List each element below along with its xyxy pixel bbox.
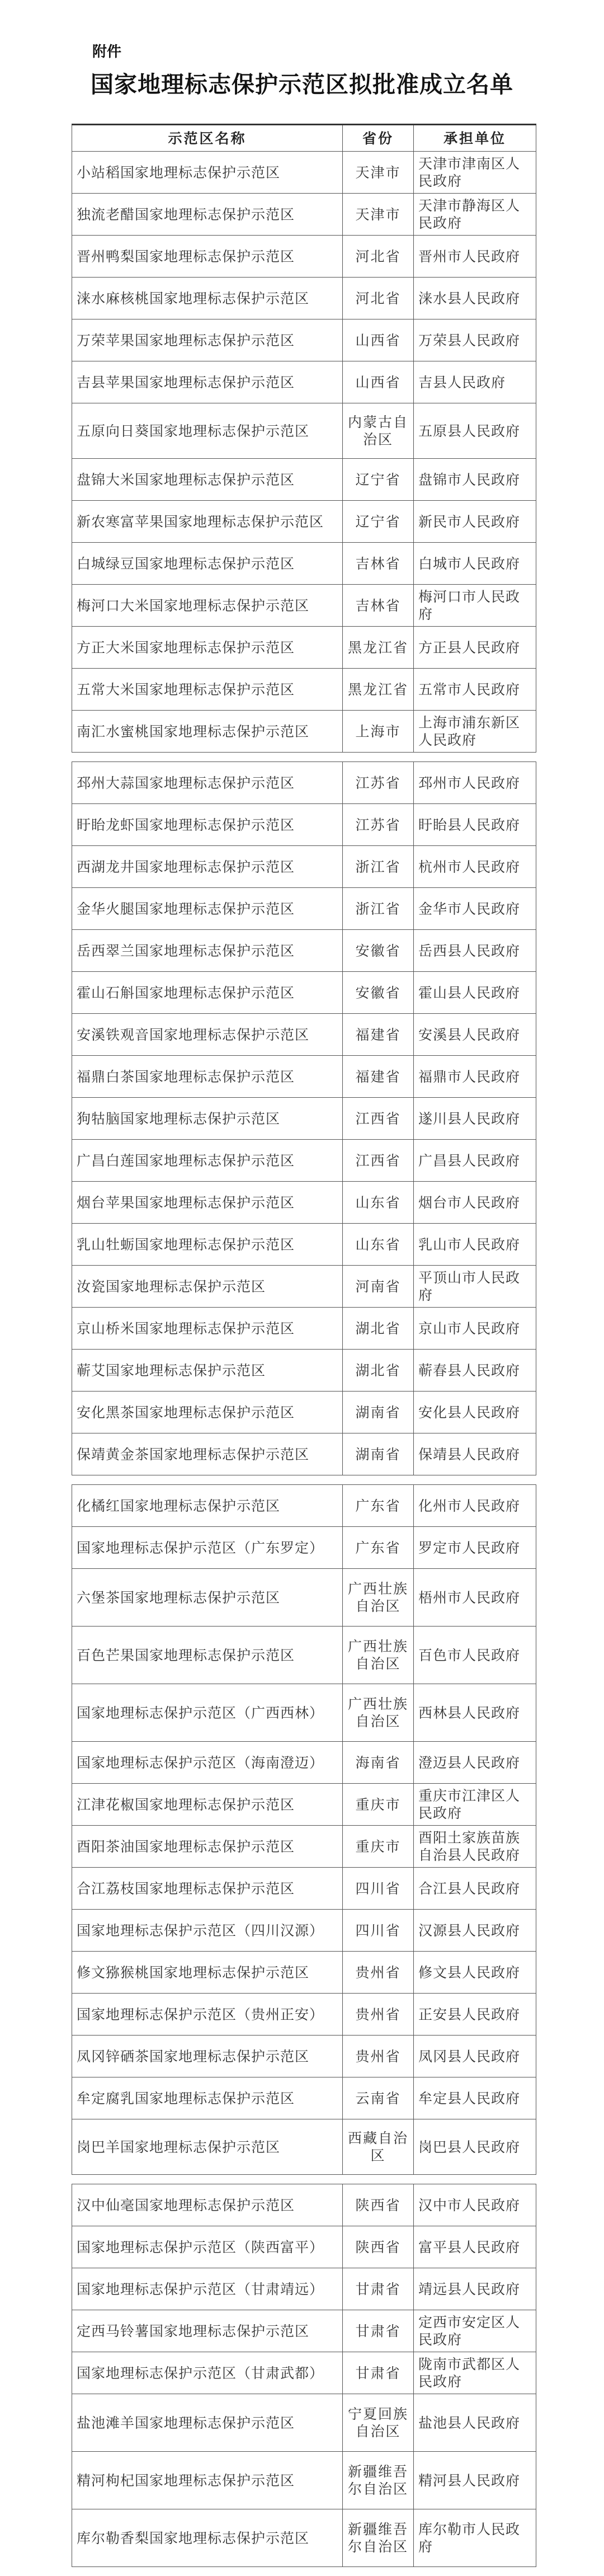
table-row — [72, 930, 536, 972]
table-row — [72, 669, 536, 711]
responsible-unit-cell: 京山市人民政府 — [414, 1308, 536, 1350]
responsible-unit-cell: 方正县人民政府 — [414, 627, 536, 669]
zone-name-cell: 梅河口大米国家地理标志保护示范区 — [72, 585, 343, 627]
table-row — [72, 1684, 536, 1742]
responsible-unit-cell: 白城市人民政府 — [414, 543, 536, 585]
responsible-unit-cell: 乳山市人民政府 — [414, 1224, 536, 1266]
responsible-unit-cell: 晋州市人民政府 — [414, 236, 536, 278]
province-cell: 江西省 — [343, 1098, 414, 1140]
responsible-unit-cell: 天津市津南区人民政府 — [414, 152, 536, 194]
zone-name-cell: 福鼎白茶国家地理标志保护示范区 — [72, 1056, 343, 1098]
province-cell: 重庆市 — [343, 1784, 414, 1826]
zone-name-cell: 新农寒富苹果国家地理标志保护示范区 — [72, 501, 343, 543]
zone-name-cell: 盐池滩羊国家地理标志保护示范区 — [72, 2394, 343, 2452]
responsible-unit-cell: 金华市人民政府 — [414, 888, 536, 930]
table-row — [72, 501, 536, 543]
zone-name-cell: 金华火腿国家地理标志保护示范区 — [72, 888, 343, 930]
province-cell: 贵州省 — [343, 1952, 414, 1994]
province-cell: 广西壮族自治区 — [343, 1569, 414, 1627]
zone-name-cell: 库尔勒香梨国家地理标志保护示范区 — [72, 2509, 343, 2567]
table-row — [72, 1308, 536, 1350]
responsible-unit-cell: 新民市人民政府 — [414, 501, 536, 543]
table-row — [72, 1433, 536, 1475]
province-cell: 贵州省 — [343, 2036, 414, 2077]
responsible-unit-cell: 化州市人民政府 — [414, 1485, 536, 1527]
zone-name-cell: 精河枸杞国家地理标志保护示范区 — [72, 2452, 343, 2509]
page-break-cell — [72, 2175, 536, 2184]
province-cell: 海南省 — [343, 1742, 414, 1784]
responsible-unit-cell: 牟定县人民政府 — [414, 2077, 536, 2119]
table-row — [72, 1868, 536, 1910]
responsible-unit-cell: 汉源县人民政府 — [414, 1910, 536, 1952]
province-cell: 浙江省 — [343, 846, 414, 888]
responsible-unit-cell: 罗定市人民政府 — [414, 1527, 536, 1569]
responsible-unit-cell: 蕲春县人民政府 — [414, 1350, 536, 1392]
table-row — [72, 2077, 536, 2119]
responsible-unit-cell: 合江县人民政府 — [414, 1868, 536, 1910]
table-row — [72, 2452, 536, 2509]
zone-name-cell: 定西马铃薯国家地理标志保护示范区 — [72, 2310, 343, 2352]
zone-name-cell: 西湖龙井国家地理标志保护示范区 — [72, 846, 343, 888]
responsible-unit-cell: 杭州市人民政府 — [414, 846, 536, 888]
zone-name-cell: 吉县苹果国家地理标志保护示范区 — [72, 361, 343, 403]
province-cell: 山西省 — [343, 319, 414, 361]
province-cell: 吉林省 — [343, 585, 414, 627]
zone-name-cell: 江津花椒国家地理标志保护示范区 — [72, 1784, 343, 1826]
responsible-unit-cell: 五原县人民政府 — [414, 403, 536, 459]
table-row — [72, 543, 536, 585]
responsible-unit-cell: 重庆市江津区人民政府 — [414, 1784, 536, 1826]
zone-name-cell: 国家地理标志保护示范区（广西西林） — [72, 1684, 343, 1742]
province-cell: 天津市 — [343, 152, 414, 194]
table-row — [72, 1266, 536, 1308]
province-cell: 黑龙江省 — [343, 627, 414, 669]
responsible-unit-cell: 富平县人民政府 — [414, 2226, 536, 2268]
page-break-row — [72, 753, 536, 762]
province-cell: 辽宁省 — [343, 459, 414, 501]
zone-name-cell: 国家地理标志保护示范区（海南澄迈） — [72, 1742, 343, 1784]
table-row — [72, 1527, 536, 1569]
zone-name-cell: 国家地理标志保护示范区（贵州正安） — [72, 1994, 343, 2036]
table-row — [72, 1742, 536, 1784]
zone-name-cell: 国家地理标志保护示范区（甘肃武都） — [72, 2352, 343, 2394]
table-row — [72, 1098, 536, 1140]
province-cell: 陕西省 — [343, 2226, 414, 2268]
zone-name-cell: 邳州大蒜国家地理标志保护示范区 — [72, 762, 343, 804]
province-cell: 广东省 — [343, 1485, 414, 1527]
table-row — [72, 1350, 536, 1392]
zone-name-cell: 岗巴羊国家地理标志保护示范区 — [72, 2119, 343, 2175]
table-row — [72, 1910, 536, 1952]
responsible-unit-cell: 盱眙县人民政府 — [414, 804, 536, 846]
zone-name-cell: 牟定腐乳国家地理标志保护示范区 — [72, 2077, 343, 2119]
responsible-unit-cell: 安溪县人民政府 — [414, 1014, 536, 1056]
zone-name-cell: 化橘红国家地理标志保护示范区 — [72, 1485, 343, 1527]
responsible-unit-cell: 万荣县人民政府 — [414, 319, 536, 361]
responsible-unit-cell: 修文县人民政府 — [414, 1952, 536, 1994]
province-cell: 湖北省 — [343, 1350, 414, 1392]
province-cell: 四川省 — [343, 1868, 414, 1910]
province-cell: 河南省 — [343, 1266, 414, 1308]
table-row — [72, 888, 536, 930]
responsible-unit-cell: 盘锦市人民政府 — [414, 459, 536, 501]
zone-name-cell: 汉中仙毫国家地理标志保护示范区 — [72, 2184, 343, 2226]
responsible-unit-cell: 吉县人民政府 — [414, 361, 536, 403]
table-row — [72, 459, 536, 501]
page-break-cell — [72, 753, 536, 762]
province-cell: 黑龙江省 — [343, 669, 414, 711]
responsible-unit-cell: 梅河口市人民政府 — [414, 585, 536, 627]
province-cell: 宁夏回族自治区 — [343, 2394, 414, 2452]
table-row — [72, 1952, 536, 1994]
province-cell: 天津市 — [343, 194, 414, 236]
table-row — [72, 403, 536, 459]
table-row — [72, 1224, 536, 1266]
table-row — [72, 846, 536, 888]
responsible-unit-cell: 汉中市人民政府 — [414, 2184, 536, 2226]
table-row — [72, 152, 536, 194]
responsible-unit-cell: 涞水县人民政府 — [414, 278, 536, 319]
zone-name-cell: 五原向日葵国家地理标志保护示范区 — [72, 403, 343, 459]
province-cell: 江西省 — [343, 1140, 414, 1182]
zone-name-cell: 独流老醋国家地理标志保护示范区 — [72, 194, 343, 236]
zone-name-cell: 盱眙龙虾国家地理标志保护示范区 — [72, 804, 343, 846]
table-row — [72, 1784, 536, 1826]
zone-name-cell: 汝瓷国家地理标志保护示范区 — [72, 1266, 343, 1308]
province-cell: 山东省 — [343, 1224, 414, 1266]
zone-name-cell: 蕲艾国家地理标志保护示范区 — [72, 1350, 343, 1392]
province-cell: 浙江省 — [343, 888, 414, 930]
zone-name-cell: 乳山牡蛎国家地理标志保护示范区 — [72, 1224, 343, 1266]
table-row — [72, 361, 536, 403]
responsible-unit-cell: 梧州市人民政府 — [414, 1569, 536, 1627]
table-row — [72, 1056, 536, 1098]
responsible-unit-cell: 正安县人民政府 — [414, 1994, 536, 2036]
table-row — [72, 278, 536, 319]
province-cell: 新疆维吾尔自治区 — [343, 2452, 414, 2509]
demonstration-zone-table-container — [72, 124, 536, 2567]
table-row — [72, 711, 536, 753]
province-cell: 上海市 — [343, 711, 414, 753]
province-cell: 陕西省 — [343, 2184, 414, 2226]
province-cell: 广西壮族自治区 — [343, 1627, 414, 1684]
province-cell: 山东省 — [343, 1182, 414, 1224]
table-row — [72, 2184, 536, 2226]
page-title: 国家地理标志保护示范区拟批准成立名单 — [91, 71, 513, 98]
responsible-unit-cell: 遂川县人民政府 — [414, 1098, 536, 1140]
province-cell: 广东省 — [343, 1527, 414, 1569]
zone-name-cell: 霍山石斛国家地理标志保护示范区 — [72, 972, 343, 1014]
demonstration-zone-table — [72, 124, 536, 2567]
province-cell: 山西省 — [343, 361, 414, 403]
responsible-unit-cell: 澄迈县人民政府 — [414, 1742, 536, 1784]
responsible-unit-cell: 霍山县人民政府 — [414, 972, 536, 1014]
zone-name-cell: 百色芒果国家地理标志保护示范区 — [72, 1627, 343, 1684]
province-cell: 湖南省 — [343, 1392, 414, 1433]
zone-name-cell: 方正大米国家地理标志保护示范区 — [72, 627, 343, 669]
province-cell: 新疆维吾尔自治区 — [343, 2509, 414, 2567]
responsible-unit-cell: 库尔勒市人民政府 — [414, 2509, 536, 2567]
zone-name-cell: 五常大米国家地理标志保护示范区 — [72, 669, 343, 711]
column-header-zone-name: 示范区名称 — [72, 125, 343, 152]
province-cell: 河北省 — [343, 278, 414, 319]
attachment-label: 附件 — [92, 44, 122, 60]
table-row — [72, 585, 536, 627]
zone-name-cell: 修文猕猴桃国家地理标志保护示范区 — [72, 1952, 343, 1994]
province-cell: 甘肃省 — [343, 2310, 414, 2352]
province-cell: 河北省 — [343, 236, 414, 278]
zone-name-cell: 国家地理标志保护示范区（四川汉源） — [72, 1910, 343, 1952]
zone-name-cell: 六堡茶国家地理标志保护示范区 — [72, 1569, 343, 1627]
province-cell: 贵州省 — [343, 1994, 414, 2036]
table-row — [72, 236, 536, 278]
zone-name-cell: 万荣苹果国家地理标志保护示范区 — [72, 319, 343, 361]
responsible-unit-cell: 定西市安定区人民政府 — [414, 2310, 536, 2352]
table-row — [72, 2509, 536, 2567]
province-cell: 内蒙古自治区 — [343, 403, 414, 459]
table-row — [72, 2352, 536, 2394]
responsible-unit-cell: 岳西县人民政府 — [414, 930, 536, 972]
table-row — [72, 1627, 536, 1684]
table-row — [72, 804, 536, 846]
responsible-unit-cell: 靖远县人民政府 — [414, 2268, 536, 2310]
responsible-unit-cell: 上海市浦东新区人民政府 — [414, 711, 536, 753]
zone-name-cell: 烟台苹果国家地理标志保护示范区 — [72, 1182, 343, 1224]
zone-name-cell: 安溪铁观音国家地理标志保护示范区 — [72, 1014, 343, 1056]
table-row — [72, 2310, 536, 2352]
zone-name-cell: 凤冈锌硒茶国家地理标志保护示范区 — [72, 2036, 343, 2077]
zone-name-cell: 国家地理标志保护示范区（甘肃靖远） — [72, 2268, 343, 2310]
table-row — [72, 1485, 536, 1527]
column-header-province: 省份 — [343, 125, 414, 152]
table-row — [72, 2119, 536, 2175]
zone-name-cell: 合江荔枝国家地理标志保护示范区 — [72, 1868, 343, 1910]
zone-name-cell: 广昌白莲国家地理标志保护示范区 — [72, 1140, 343, 1182]
table-row — [72, 1826, 536, 1868]
table-row — [72, 2394, 536, 2452]
zone-name-cell: 酉阳茶油国家地理标志保护示范区 — [72, 1826, 343, 1868]
province-cell: 辽宁省 — [343, 501, 414, 543]
responsible-unit-cell: 精河县人民政府 — [414, 2452, 536, 2509]
table-row — [72, 1994, 536, 2036]
table-row — [72, 194, 536, 236]
province-cell: 福建省 — [343, 1014, 414, 1056]
responsible-unit-cell: 百色市人民政府 — [414, 1627, 536, 1684]
province-cell: 西藏自治区 — [343, 2119, 414, 2175]
table-row — [72, 1182, 536, 1224]
zone-name-cell: 涞水麻核桃国家地理标志保护示范区 — [72, 278, 343, 319]
zone-name-cell: 晋州鸭梨国家地理标志保护示范区 — [72, 236, 343, 278]
province-cell: 吉林省 — [343, 543, 414, 585]
province-cell: 福建省 — [343, 1056, 414, 1098]
table-row — [72, 972, 536, 1014]
responsible-unit-cell: 保靖县人民政府 — [414, 1433, 536, 1475]
responsible-unit-cell: 邳州市人民政府 — [414, 762, 536, 804]
table-row — [72, 2268, 536, 2310]
zone-name-cell: 狗牯脑国家地理标志保护示范区 — [72, 1098, 343, 1140]
zone-name-cell: 南汇水蜜桃国家地理标志保护示范区 — [72, 711, 343, 753]
table-row — [72, 1392, 536, 1433]
province-cell: 湖北省 — [343, 1308, 414, 1350]
responsible-unit-cell: 平顶山市人民政府 — [414, 1266, 536, 1308]
responsible-unit-cell: 福鼎市人民政府 — [414, 1056, 536, 1098]
zone-name-cell: 岳西翠兰国家地理标志保护示范区 — [72, 930, 343, 972]
table-header-row — [72, 125, 536, 152]
zone-name-cell: 小站稻国家地理标志保护示范区 — [72, 152, 343, 194]
zone-name-cell: 国家地理标志保护示范区（陕西富平） — [72, 2226, 343, 2268]
zone-name-cell: 国家地理标志保护示范区（广东罗定） — [72, 1527, 343, 1569]
province-cell: 四川省 — [343, 1910, 414, 1952]
table-row — [72, 2226, 536, 2268]
table-row — [72, 319, 536, 361]
province-cell: 重庆市 — [343, 1826, 414, 1868]
responsible-unit-cell: 安化县人民政府 — [414, 1392, 536, 1433]
table-row — [72, 1140, 536, 1182]
province-cell: 甘肃省 — [343, 2352, 414, 2394]
responsible-unit-cell: 岗巴县人民政府 — [414, 2119, 536, 2175]
province-cell: 江苏省 — [343, 762, 414, 804]
responsible-unit-cell: 烟台市人民政府 — [414, 1182, 536, 1224]
table-row — [72, 1569, 536, 1627]
responsible-unit-cell: 酉阳土家族苗族自治县人民政府 — [414, 1826, 536, 1868]
responsible-unit-cell: 西林县人民政府 — [414, 1684, 536, 1742]
responsible-unit-cell: 陇南市武都区人民政府 — [414, 2352, 536, 2394]
responsible-unit-cell: 五常市人民政府 — [414, 669, 536, 711]
table-row — [72, 1014, 536, 1056]
province-cell: 云南省 — [343, 2077, 414, 2119]
responsible-unit-cell: 天津市静海区人民政府 — [414, 194, 536, 236]
page-break-cell — [72, 1475, 536, 1485]
responsible-unit-cell: 广昌县人民政府 — [414, 1140, 536, 1182]
zone-name-cell: 京山桥米国家地理标志保护示范区 — [72, 1308, 343, 1350]
table-row — [72, 762, 536, 804]
zone-name-cell: 盘锦大米国家地理标志保护示范区 — [72, 459, 343, 501]
province-cell: 甘肃省 — [343, 2268, 414, 2310]
zone-name-cell: 安化黑茶国家地理标志保护示范区 — [72, 1392, 343, 1433]
responsible-unit-cell: 盐池县人民政府 — [414, 2394, 536, 2452]
zone-name-cell: 白城绿豆国家地理标志保护示范区 — [72, 543, 343, 585]
page-break-row — [72, 1475, 536, 1485]
column-header-unit: 承担单位 — [414, 125, 536, 152]
table-body — [72, 152, 536, 2567]
province-cell: 安徽省 — [343, 972, 414, 1014]
province-cell: 江苏省 — [343, 804, 414, 846]
province-cell: 安徽省 — [343, 930, 414, 972]
page-break-row — [72, 2175, 536, 2184]
table-row — [72, 627, 536, 669]
province-cell: 广西壮族自治区 — [343, 1684, 414, 1742]
province-cell: 湖南省 — [343, 1433, 414, 1475]
table-row — [72, 2036, 536, 2077]
responsible-unit-cell: 凤冈县人民政府 — [414, 2036, 536, 2077]
zone-name-cell: 保靖黄金茶国家地理标志保护示范区 — [72, 1433, 343, 1475]
